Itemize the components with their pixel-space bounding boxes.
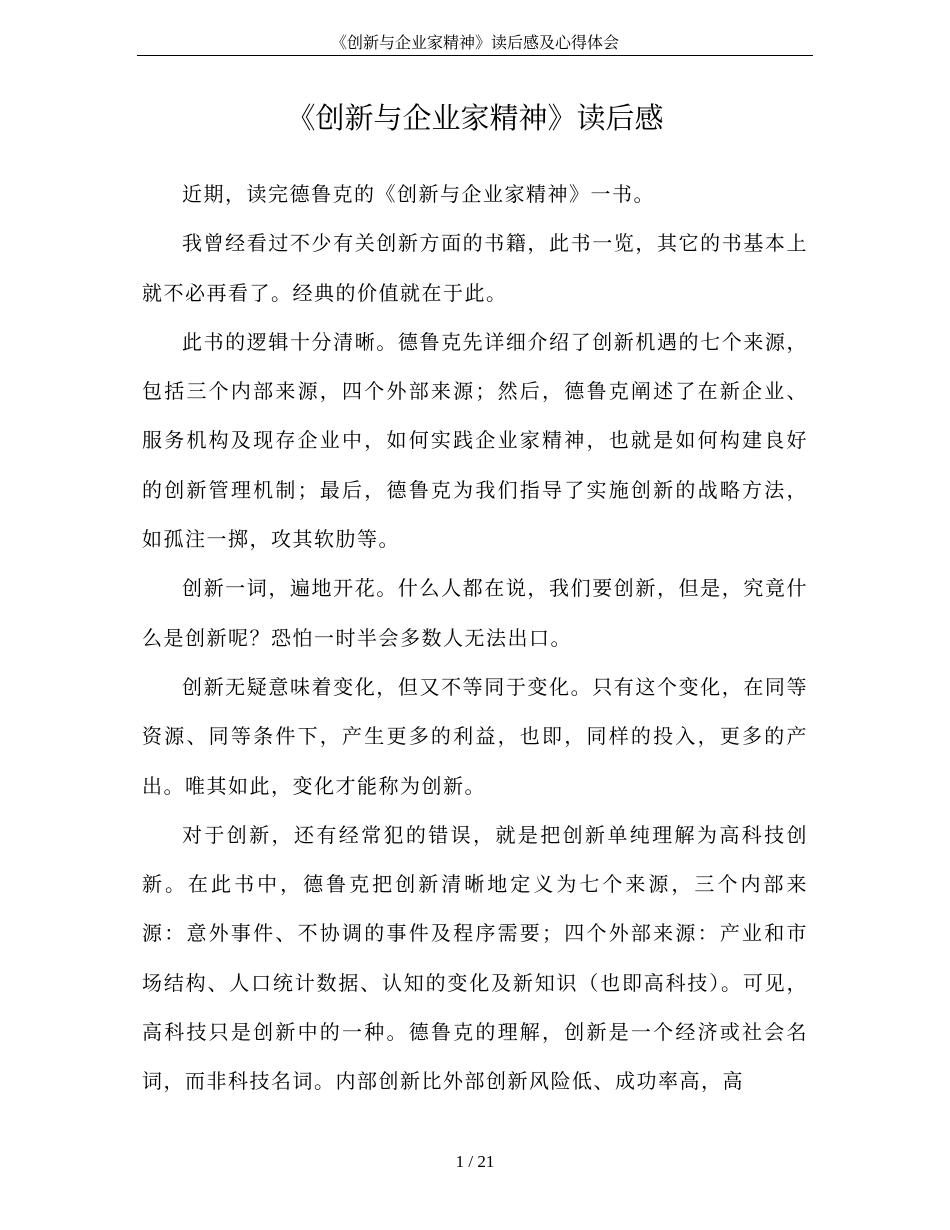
paragraph: 此书的逻辑十分清晰。德鲁克先详细介绍了创新机遇的七个来源，包括三个内部来源，四个外部来源；然后，德鲁克阐述了在新企业、服务机构及现存企业中，如何实践企业家精神，也就是如何构建良好的创新管理机制；最后，德鲁克为我们指导了实施创新的战略方法，如孤注一掷，攻其软肋等。 xyxy=(142,329,808,552)
document-body xyxy=(142,170,808,1107)
paragraph: 对于创新，还有经常犯的错误，就是把创新单纯理解为高科技创新。在此书中，德鲁克把创新清晰地定义为七个来源，三个内部来源：意外事件、不协调的事件及程序需要；四个外部来源：产业和市场结构、人口统计数据、认知的变化及新知识（也即高科技）。可见，高科技只是创新中的一种。德鲁克的理解，创新是一个经济或社会名词，而非科技名词。内部创新比外部创新风险低、成功率高，高 xyxy=(142,822,808,1094)
header-divider xyxy=(137,55,813,56)
running-header: 《创新与企业家精神》读后感及心得体会 xyxy=(330,33,619,52)
paragraph: 创新一词，遍地开花。什么人都在说，我们要创新，但是，究竟什么是创新呢？恐怕一时半会多数人无法出口。 xyxy=(142,576,808,650)
paragraph: 我曾经看过不少有关创新方面的书籍，此书一览，其它的书基本上就不必再看了。经典的价值就在于此。 xyxy=(142,231,808,305)
paragraph: 近期，读完德鲁克的《创新与企业家精神》一书。 xyxy=(182,182,655,206)
document-title: 《创新与企业家精神》读后感 xyxy=(286,101,664,135)
page-number: 1 / 21 xyxy=(455,1152,495,1171)
paragraph: 创新无疑意味着变化，但又不等同于变化。只有这个变化，在同等资源、同等条件下，产生更多的利益，也即，同样的投入，更多的产出。唯其如此，变化才能称为创新。 xyxy=(142,674,808,798)
